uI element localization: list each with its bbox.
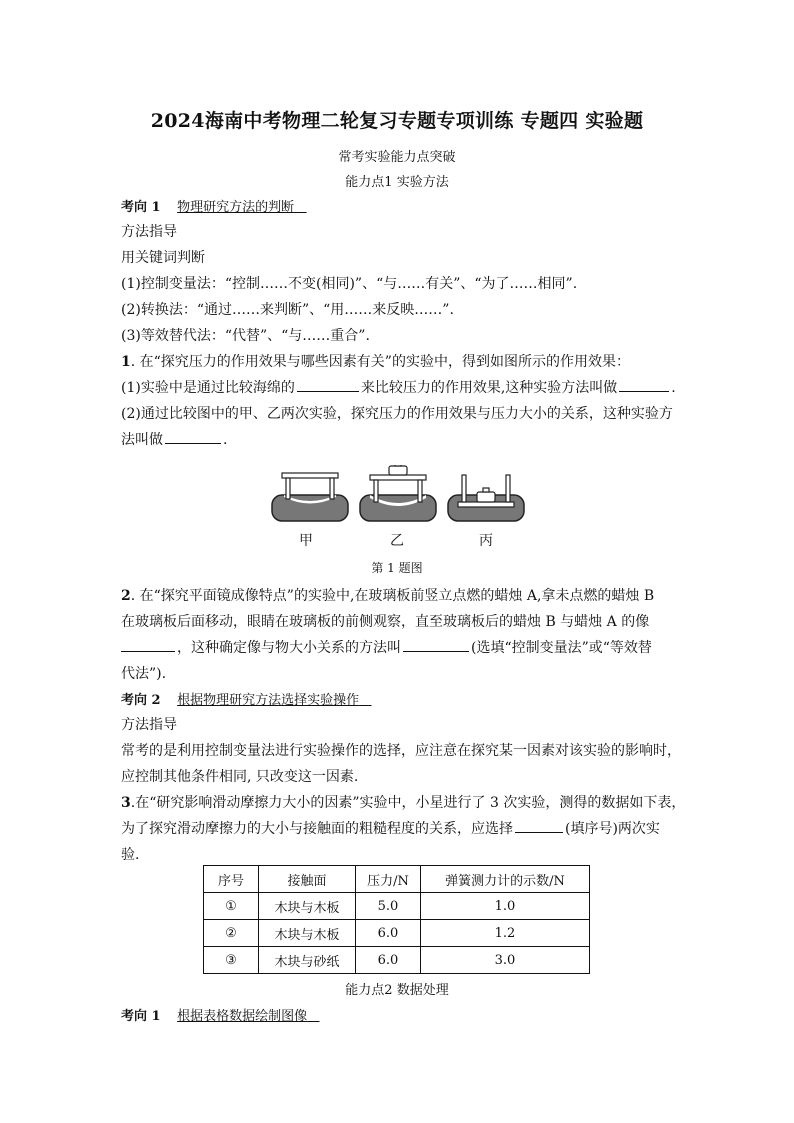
- direction-3-heading: [121, 1005, 320, 1024]
- section-subtitle: 常考实验能力点突破: [338, 150, 456, 165]
- question-1-part-2-cont: 法叫做 .: [121, 429, 227, 449]
- direction-label: 考向 2: [121, 693, 161, 708]
- question-2-line-4: 代法”).: [121, 666, 167, 682]
- ability-point-1: 能力点1 实验方法: [345, 175, 449, 190]
- sponge-bing: [448, 475, 524, 521]
- guide-2-line-2: 应控制其他条件相同, 只改变这一因素.: [121, 769, 359, 785]
- direction-title: 根据物理研究方法选择实验操作: [177, 693, 360, 708]
- question-2-line-3: ，这种确定像与物大小关系的方法叫 (选填“控制变量法”或“等效替: [121, 637, 652, 657]
- header-cell: 压力/N: [356, 866, 421, 893]
- sponge-jia: [272, 473, 348, 521]
- question-number: 1: [121, 354, 131, 370]
- figure-label-bing: 丙: [479, 533, 493, 549]
- ability-point-2: 能力点2 数据处理: [345, 983, 449, 998]
- direction-title: 物理研究方法的判断: [177, 200, 295, 215]
- method-guide-heading: 方法指导: [121, 224, 177, 240]
- answer-blank[interactable]: [403, 637, 469, 652]
- table-row: [204, 947, 590, 974]
- question-3-line-2: 为了探究滑动摩擦力的大小与接触面的粗糙程度的关系，应选择 (填序号)两次实: [121, 818, 660, 838]
- figure-label-jia: 甲: [299, 533, 313, 549]
- table-row: [204, 920, 590, 947]
- table-cell: 1.0: [421, 893, 590, 920]
- table-cell: 3.0: [421, 947, 590, 974]
- question-2-line-1: 2. 在“探究平面镜成像特点”的实验中,在玻璃板前竖立点燃的蜡烛 A,拿未点燃的蜡烛 B: [121, 588, 655, 604]
- figure-label-yi: 乙: [390, 533, 404, 549]
- guide-2-line-1: 常考的是利用控制变量法进行实验操作的选择，应注意在探究某一因素对该实验的影响时，: [121, 743, 681, 759]
- table-cell: 木块与木板: [259, 893, 356, 920]
- answer-blank[interactable]: [619, 377, 669, 392]
- table-cell: ②: [204, 920, 259, 947]
- direction-label: 考向 1: [121, 200, 161, 215]
- table-cell: 木块与砂纸: [259, 947, 356, 974]
- table-row: [204, 893, 590, 920]
- question-2-line-2: 在玻璃板后面移动，眼睛在玻璃板的前侧观察，直至玻璃板后的蜡烛 B 与蜡烛 A 的像: [121, 614, 650, 630]
- header-cell: 序号: [204, 866, 259, 893]
- table-cell: 6.0: [356, 947, 421, 974]
- table-cell: 6.0: [356, 920, 421, 947]
- table-cell: 5.0: [356, 893, 421, 920]
- page-title: 2024海南中考物理二轮复习专题专项训练 专题四 实验题: [150, 110, 644, 132]
- table-header-row: [204, 866, 590, 893]
- direction-label: 考向 1: [121, 1009, 161, 1024]
- table-cell: 木块与木板: [259, 920, 356, 947]
- friction-data-table: [203, 865, 590, 974]
- method-line-1: (1)控制变量法：“控制……不变(相同)”、“与……有关”、“为了……相同”.: [121, 276, 578, 292]
- sponge-yi: [360, 465, 436, 521]
- direction-1-heading: [121, 196, 307, 215]
- method-line-3: (3)等效替代法：“代替”、“与……重合”.: [121, 328, 370, 344]
- direction-title: 根据表格数据绘制图像: [177, 1009, 308, 1024]
- answer-blank[interactable]: [515, 818, 563, 833]
- question-3-line-1: 3.在“研究影响滑动摩擦力大小的因素”实验中，小星进行了 3 次实验，测得的数据如下表，: [121, 795, 686, 811]
- question-number: 2: [121, 588, 131, 604]
- table-cell: ①: [204, 893, 259, 920]
- header-cell: 接触面: [259, 866, 356, 893]
- question-3-line-3: 验.: [121, 847, 140, 863]
- answer-blank[interactable]: [121, 637, 175, 652]
- figure-caption: 第 1 题图: [371, 561, 423, 575]
- question-number: 3: [121, 795, 131, 811]
- method-line-2: (2)转换法：“通过……来判断”、“用……来反映……”.: [121, 302, 454, 318]
- header-cell: 弹簧测力计的示数/N: [421, 866, 590, 893]
- question-1-stem: 1. 在“探究压力的作用效果与哪些因素有关”的实验中，得到如图所示的作用效果：: [121, 354, 630, 370]
- table-cell: ③: [204, 947, 259, 974]
- answer-blank[interactable]: [297, 377, 359, 392]
- direction-2-heading: [121, 689, 372, 708]
- method-guide-heading: 方法指导: [121, 717, 177, 733]
- question-1-part-1: (1)实验中是通过比较海绵的 来比较压力的作用效果,这种实验方法叫做 .: [121, 377, 676, 397]
- answer-blank[interactable]: [165, 429, 221, 444]
- keyword-heading: 用关键词判断: [121, 250, 205, 266]
- question-1-part-2: (2)通过比较图中的甲、乙两次实验，探究压力的作用效果与压力大小的关系，这种实验方: [121, 406, 673, 422]
- table-cell: 1.2: [421, 920, 590, 947]
